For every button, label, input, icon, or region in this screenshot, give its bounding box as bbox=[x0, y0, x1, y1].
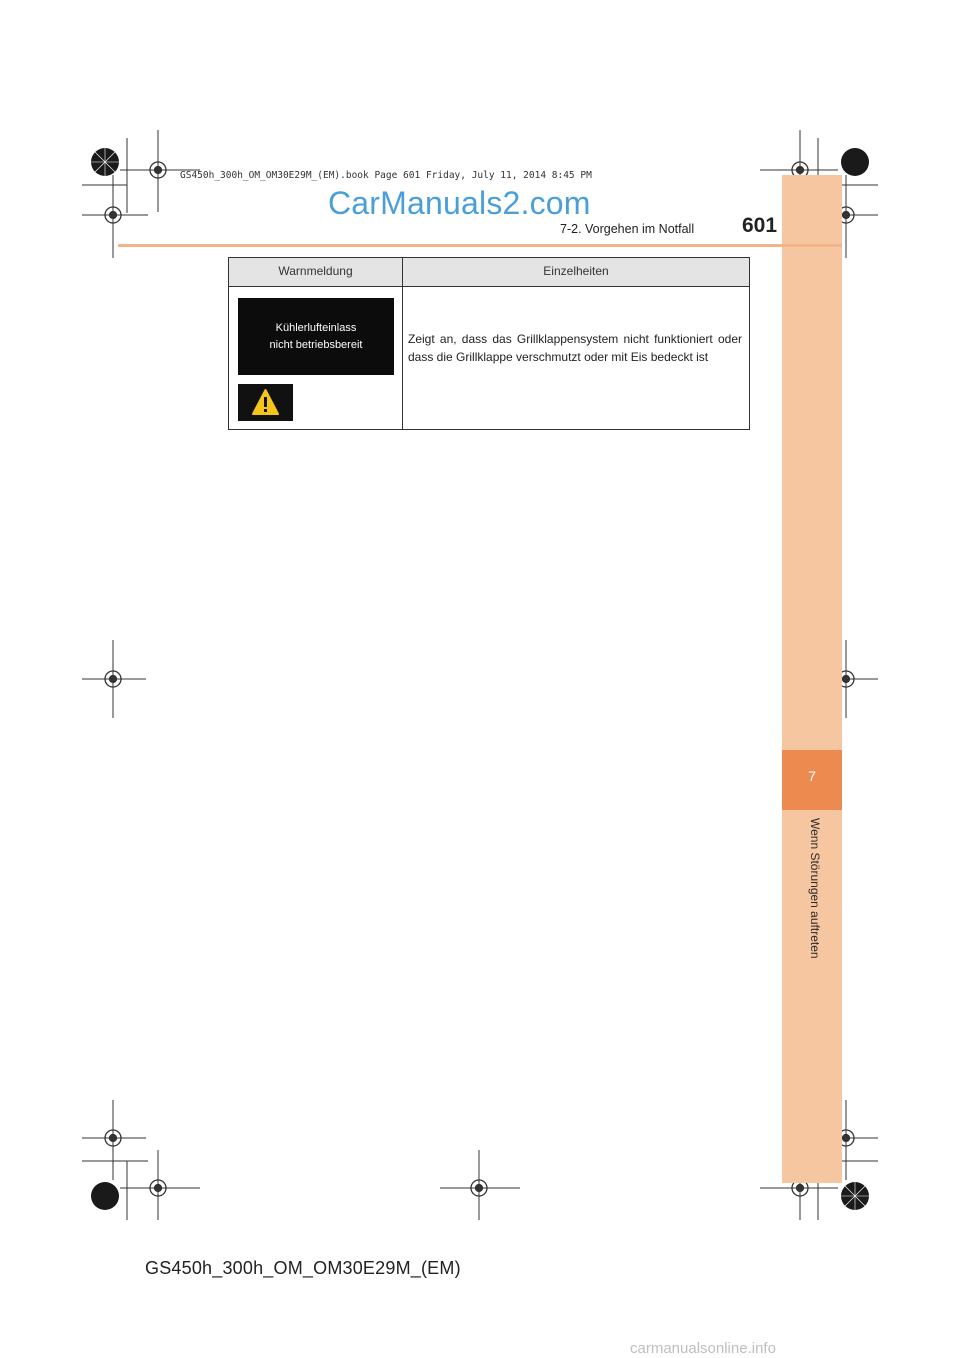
details-text: Zeigt an, dass das Grillklappensystem nicht funktioniert oder dass die Grillklappe verschmutzt oder mit Eis bedeckt ist bbox=[408, 332, 742, 364]
chapter-number: 7 bbox=[808, 768, 816, 784]
book-info-line: GS450h_300h_OM_OM30E29M_(EM).book Page 601 Friday, July 11, 2014 8:45 PM bbox=[180, 170, 592, 181]
table-header-row bbox=[229, 258, 749, 287]
chapter-title: Wenn Störungen auftreten bbox=[808, 818, 822, 959]
column-header-details: Einzelheiten bbox=[543, 264, 609, 278]
watermark-text: CarManuals2.com bbox=[328, 185, 591, 221]
warning-message-table bbox=[228, 257, 750, 430]
header-rule bbox=[118, 244, 842, 247]
page-number: 601 bbox=[742, 214, 778, 237]
warning-triangle-icon bbox=[238, 384, 293, 421]
column-header-warning: Warnmeldung bbox=[278, 264, 353, 278]
chapter-side-band bbox=[782, 175, 842, 1183]
warning-display-image bbox=[238, 298, 394, 375]
footer-code: GS450h_300h_OM_OM30E29M_(EM) bbox=[145, 1258, 461, 1278]
warning-icon-box bbox=[238, 384, 293, 421]
footer-watermark: carmanualsonline.info bbox=[630, 1340, 776, 1357]
column-divider bbox=[402, 258, 403, 429]
display-message-line2: nicht betriebsbereit bbox=[269, 338, 363, 351]
section-title: 7-2. Vorgehen im Notfall bbox=[560, 222, 695, 236]
display-message-line1: Kühlerlufteinlass bbox=[275, 321, 357, 334]
